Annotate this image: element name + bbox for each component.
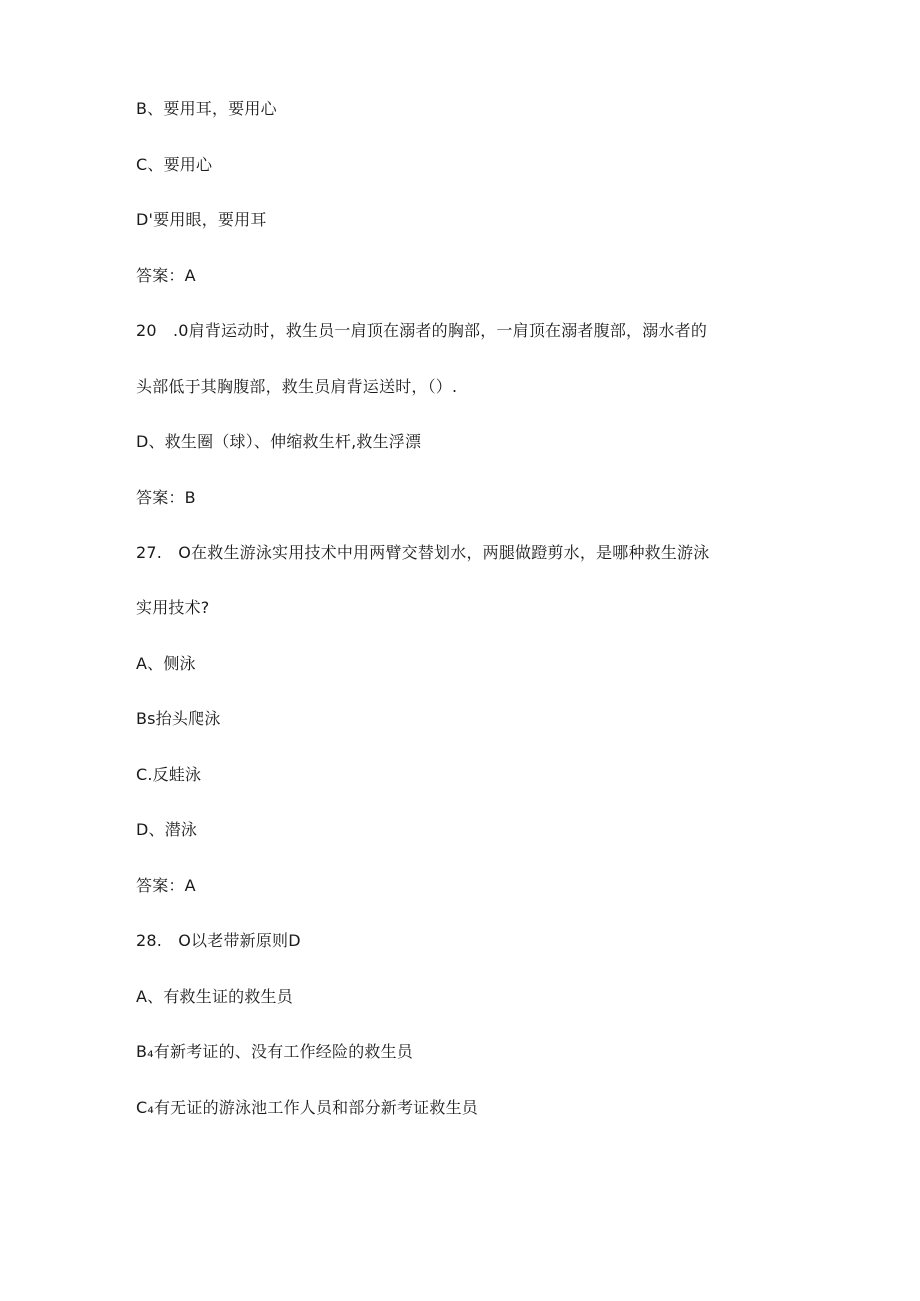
option-a-line: A、侧泳 xyxy=(136,654,196,673)
option-b-line: B、要用耳，要用心 xyxy=(136,99,277,118)
answer-line: 答案：B xyxy=(136,488,196,507)
option-d-line: D'要用眼，要用耳 xyxy=(136,210,267,229)
option-d-line: D、潜泳 xyxy=(136,820,198,839)
option-d-line: D、救生圈（球）、伸缩救生杆,救生浮漂 xyxy=(136,432,422,451)
option-c-line: C、要用心 xyxy=(136,155,213,174)
answer-line: 答案：A xyxy=(136,266,196,285)
option-c-line: C.反蛙泳 xyxy=(136,765,202,784)
question-27-line-1: 27. O在救生游泳实用技术中用两臂交替划水，两腿做蹬剪水，是哪种救生游泳 xyxy=(136,543,710,562)
question-20-line-2: 头部低于其胸腹部，救生员肩背运送时，（）. xyxy=(136,377,458,396)
question-20-line-1: 20 .0肩背运动时，救生员一肩顶在溺者的胸部，一肩顶在溺者腹部，溺水者的 xyxy=(136,321,708,340)
option-c-line: C₄有无证的游泳池工作人员和部分新考证救生员 xyxy=(136,1098,478,1117)
option-a-line: A、有救生证的救生员 xyxy=(136,987,293,1006)
option-b-line: B₄有新考证的、没有工作经险的救生员 xyxy=(136,1042,413,1061)
answer-line: 答案：A xyxy=(136,876,196,895)
question-28-line-1: 28. O以老带新原则D xyxy=(136,931,301,950)
question-27-line-2: 实用技术? xyxy=(136,598,210,617)
option-b-line: Bs抬头爬泳 xyxy=(136,709,221,728)
